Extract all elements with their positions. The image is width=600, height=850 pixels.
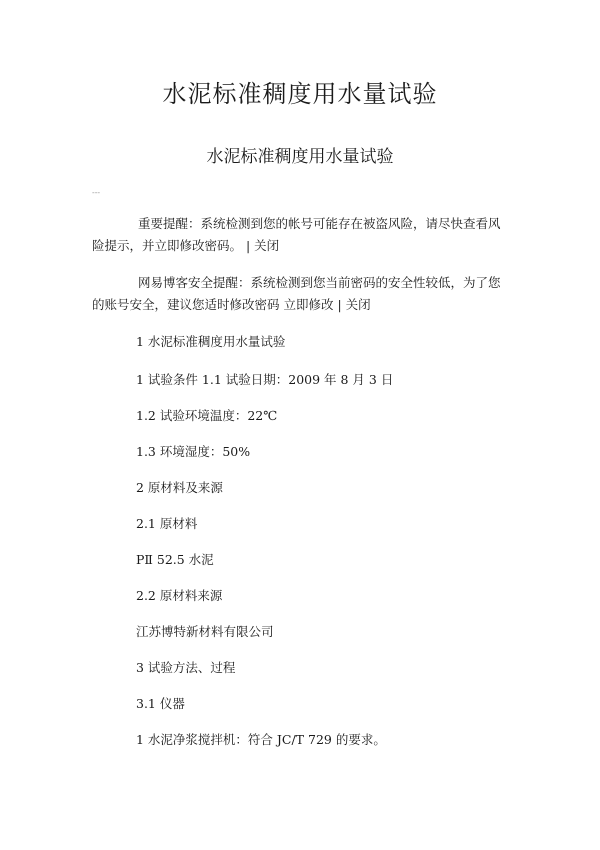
test-conditions-line: 1 试验条件 1.1 试验日期：2009 年 8 月 3 日	[136, 372, 394, 387]
raw-materials-line: 2.1 原材料	[136, 516, 198, 531]
cement-grade-line: PⅡ 52.5 水泥	[136, 552, 214, 567]
humidity-line: 1.3 环境湿度：50%	[136, 444, 251, 459]
page-title: 水泥标准稠度用水量试验	[162, 80, 438, 108]
section-heading-1: 1 水泥标准稠度用水量试验	[136, 334, 286, 349]
temperature-line: 1.2 试验环境温度：22℃	[136, 408, 278, 423]
mixer-line: 1 水泥净浆搅拌机：符合 JC/T 729 的要求。	[136, 732, 386, 747]
separator: ---	[92, 188, 101, 197]
method-heading: 3 试验方法、过程	[136, 660, 236, 675]
security-notice-paragraph: 重要提醒：系统检测到您的帐号可能存在被盗风险，请尽快查看风险提示，并立即修改密码。 | 关闭	[92, 216, 501, 253]
instruments-line: 3.1 仪器	[136, 696, 185, 711]
company-line: 江苏博特新材料有限公司	[136, 624, 274, 639]
materials-source-line: 2.2 原材料来源	[136, 588, 223, 603]
page-subtitle: 水泥标准稠度用水量试验	[206, 147, 394, 167]
blog-security-notice-paragraph: 网易博客安全提醒：系统检测到您当前密码的安全性较低，为了您的账号安全，建议您适时修改密码 立即修改 | 关闭	[92, 275, 501, 312]
materials-heading: 2 原材料及来源	[136, 480, 223, 495]
